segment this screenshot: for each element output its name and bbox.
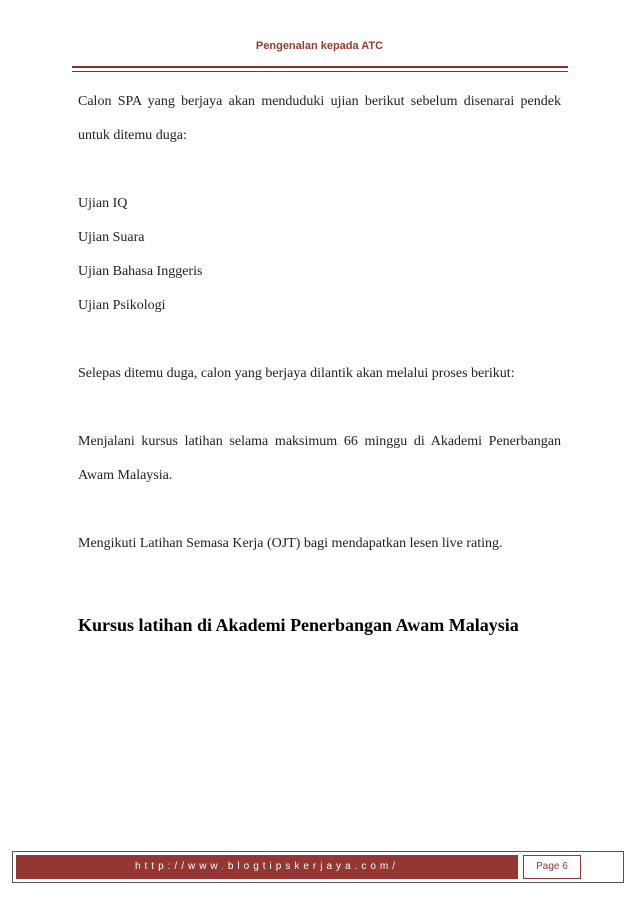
test-item-english: Ujian Bahasa Inggeris <box>78 264 203 279</box>
spacer <box>78 391 561 425</box>
spacer <box>78 493 561 527</box>
document-body <box>78 85 561 645</box>
ojt-paragraph: Mengikuti Latihan Semasa Kerja (OJT) bagi mendapatkan lesen live rating. <box>78 536 503 551</box>
page-footer <box>12 851 624 883</box>
page-number: Page 6 <box>523 855 581 879</box>
section-heading: Kursus latihan di Akademi Penerbangan Awam Malaysia <box>78 615 519 635</box>
header-divider-thin <box>72 71 568 72</box>
spacer <box>78 323 561 357</box>
intro-paragraph: Calon SPA yang berjaya akan menduduki ujian berikut sebelum disenarai pendek untuk ditemu duga: <box>78 94 561 143</box>
header-divider <box>72 66 568 68</box>
course-paragraph: Menjalani kursus latihan selama maksimum 66 minggu di Akademi Penerbangan Awam Malaysia. <box>78 434 561 483</box>
page-header-title: Pengenalan kepada ATC <box>255 40 384 52</box>
spacer <box>78 561 561 605</box>
test-item-psychology: Ujian Psikologi <box>78 298 166 313</box>
test-item-voice: Ujian Suara <box>78 230 145 245</box>
spacer <box>78 153 561 187</box>
footer-url: http://www.blogtipskerjaya.com/ <box>16 855 518 879</box>
post-interview-paragraph: Selepas ditemu duga, calon yang berjaya dilantik akan melalui proses berikut: <box>78 366 515 381</box>
test-item-iq: Ujian IQ <box>78 196 128 211</box>
